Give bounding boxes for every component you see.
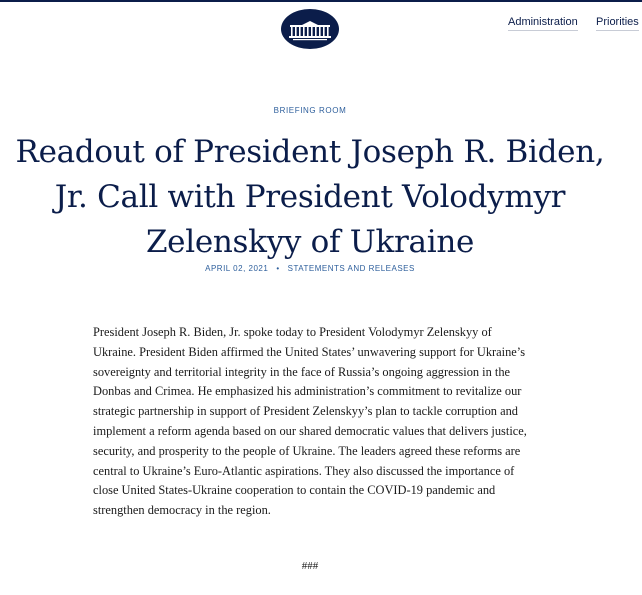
white-house-logo[interactable] [281,9,339,49]
end-mark: ### [301,560,319,572]
section-label[interactable]: BRIEFING ROOM [273,106,347,115]
category-link[interactable]: STATEMENTS AND RELEASES [287,264,415,273]
nav-link-priorities[interactable]: Priorities [596,16,639,31]
nav-link-administration[interactable]: Administration [508,16,578,31]
page-title: Readout of President Joseph R. Biden, Jr. Call with President Volodymyr Zelenskyy of Ukraine [15,134,605,260]
meta-separator: • [276,264,280,273]
white-house-seal-icon [281,9,339,49]
publish-date: APRIL 02, 2021 [205,264,269,273]
article-meta [0,264,620,273]
site-header [0,0,642,60]
article-body: President Joseph R. Biden, Jr. spoke today to President Volodymyr Zelenskyy of Ukraine. President Biden affirmed the United States’ unwavering support for Ukraine’s sovereignty and territorial integrity in the face of Russia’s ongoing aggression in the Donbas and Crimea. He emphasized his administration’s commitment to revitalize our strategic partnership in support of President Zelenskyy’s plan to tackle corruption and implement a reform agenda based on our shared democratic values that delivers justice, security, and prosperity to the people of Ukraine. The leaders agreed these reforms are central to Ukraine’s Euro-Atlantic aspirations. They also discussed the importance of close United States-Ukraine cooperation to contain the COVID-19 pandemic and strengthen democracy in the region. [93,325,527,518]
